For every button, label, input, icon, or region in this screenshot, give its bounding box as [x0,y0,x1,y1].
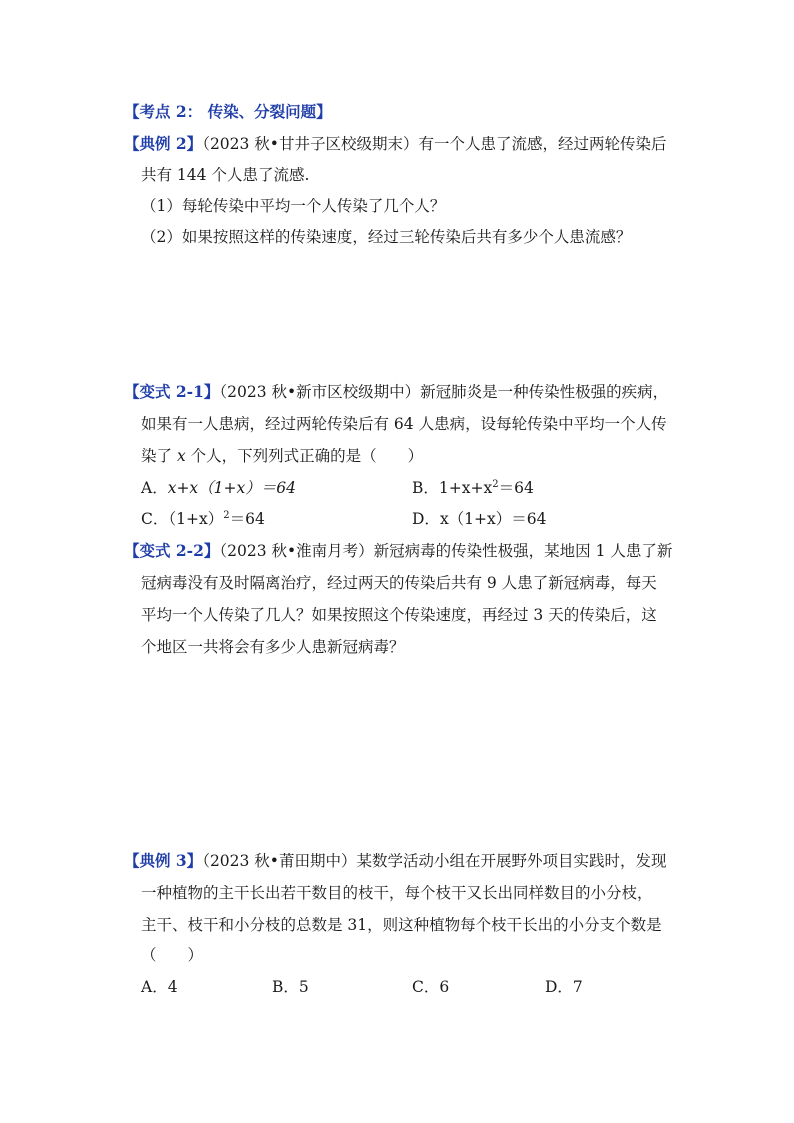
variant-2-1-option-b: B．$1+x+x^2=64$ [412,478,534,497]
variable-x: x [176,447,186,465]
example-2-question-2: （2）如果按照这样的传染速度，经过三轮传染后共有多少个人患流感？ [141,228,632,246]
example-2-line-2: 共有 144 个人患了流感. [141,166,310,184]
variant-2-1-option-a: A．x+x（1+x）＝64 [141,479,296,497]
example-3-line-4: （ ） [141,946,204,964]
example-3-line-2: 一种植物的主干长出若干数目的枝干，每个枝干又长出同样数目的小分枝， [141,884,653,902]
example-2-tag: 【典例 2】 [124,134,203,153]
example-3-line-3: 主干、枝干和小分枝的总数是 31，则这种植物每个枝干长出的小分支个数是 [141,916,662,934]
variant-2-2-line-2: 冠病毒没有及时隔离治疗，经过两天的传染后共有 9 人患了新冠病毒，每天 [141,574,657,592]
example-3-tag: 【典例 3】 [124,851,203,870]
variant-2-2-line-1 [124,541,672,561]
variant-2-2-line-3: 平均一个人传染了几人？如果按照这个传染速度，再经过 3 天的传染后，这 [141,606,657,624]
example-3-option-a: A．4 [141,978,178,996]
variant-2-1-option-d: D．x（1+x）＝64 [412,510,547,528]
example-2-text-1: （2023 秋•甘井子区校级期末）有一个人患了流感，经过两轮传染后 [202,135,667,153]
example-3-line-1 [124,851,666,871]
variant-2-2-line-4: 个地区一共将会有多少人患新冠病毒？ [141,638,405,656]
section-heading: 【考点 2： 传染、分裂问题】 [124,102,332,121]
variant-2-2-tag: 【变式 2-2】 [124,541,220,560]
variant-2-1-tag: 【变式 2-1】 [124,382,220,401]
variant-2-1-option-c: C．$(1+x)^2=64$ [141,509,265,528]
example-3-option-b: B．5 [272,978,309,996]
example-3-option-c: C．6 [412,978,450,996]
example-3-text-1: （2023 秋•莆田期中）某数学活动小组在开展野外项目实践时，发现 [202,852,667,870]
variant-2-1-text-1: （2023 秋•新市区校级期中）新冠肺炎是一种传染性极强的疾病， [219,383,669,401]
variant-2-1-line-1 [124,382,668,402]
example-2-question-1: （1）每轮传染中平均一个人传染了几个人？ [141,197,446,215]
variant-2-1-line-3: 染了 x 个人，下列列式正确的是（ ） [141,447,424,465]
example-2-line-1 [124,134,666,154]
variant-2-1-line-2: 如果有一人患病，经过两轮传染后有 64 人患病，设每轮传染中平均一个人传 [141,415,667,433]
variant-2-2-text-1: （2023 秋•淮南月考）新冠病毒的传染性极强，某地因 1 人患了新 [219,542,673,560]
example-3-option-d: D．7 [545,978,583,996]
